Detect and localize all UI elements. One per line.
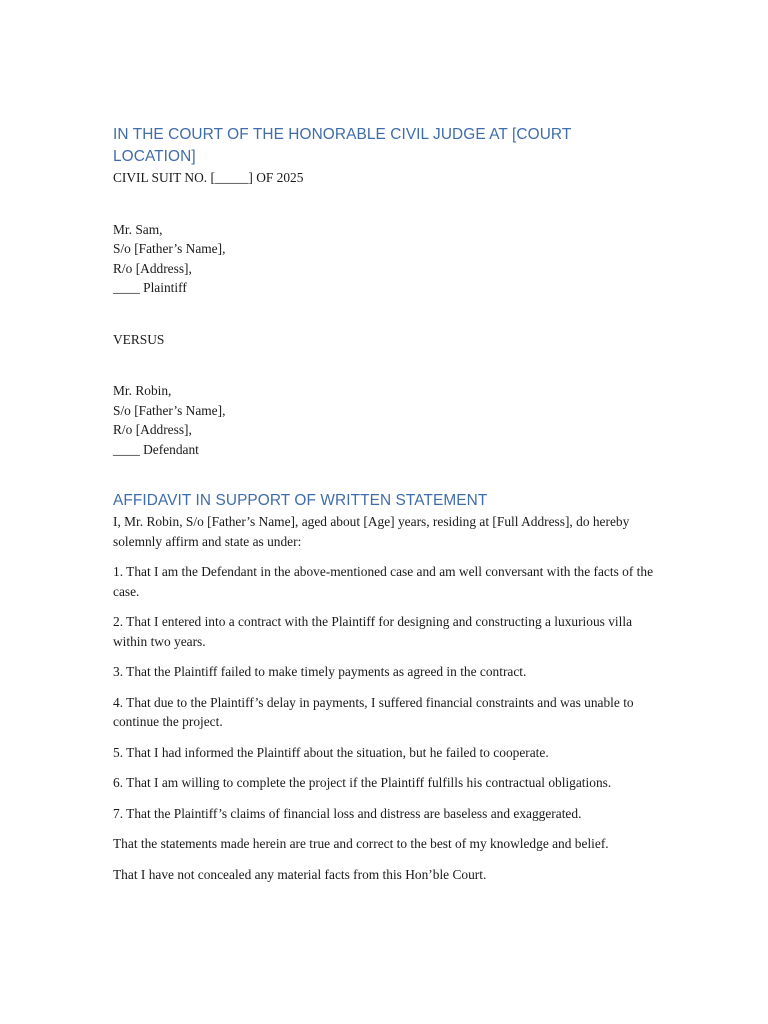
plaintiff-father: S/o [Father’s Name], (113, 241, 226, 256)
defendant-role: ____ Defendant (113, 441, 199, 457)
versus-label: VERSUS (113, 331, 165, 347)
defendant-address: R/o [Address], (113, 422, 192, 437)
paragraph-6: 6. That I am willing to complete the project if the Plaintiff fulfills his contractual obligations. (113, 775, 612, 790)
paragraph-5: 5. That I had informed the Plaintiff about the situation, but he failed to cooperate. (113, 744, 549, 760)
defendant-father: S/o [Father’s Name], (113, 402, 226, 418)
paragraph-1: 1. That I am the Defendant in the above-mentioned case and am well conversant with the facts of the case. (113, 564, 654, 599)
defendant-name: Mr. Robin, (113, 383, 172, 398)
paragraph-2: 2. That I entered into a contract with the Plaintiff for designing and constructing a luxurious villa within two years. (113, 614, 633, 649)
disclosure-statement: That I have not concealed any material facts from this Hon’ble Court. (113, 866, 487, 882)
affidavit-intro: I, Mr. Robin, S/o [Father’s Name], aged about [Age] years, residing at [Full Address], do hereby solemnly affirm and state as under: (113, 514, 630, 549)
paragraph-4: 4. That due to the Plaintiff’s delay in payments, I suffered financial constraints and was unable to continue the project. (113, 694, 634, 729)
suit-number: CIVIL SUIT NO. [_____] OF 2025 (113, 170, 304, 185)
defendant-block (113, 381, 658, 459)
plaintiff-name: Mr. Sam, (113, 221, 163, 237)
plaintiff-role: ____ Plaintiff (113, 280, 187, 295)
paragraph-3: 3. That the Plaintiff failed to make timely payments as agreed in the contract. (113, 664, 527, 679)
paragraph-7: 7. That the Plaintiff’s claims of financial loss and distress are baseless and exaggerated. (113, 805, 582, 821)
court-heading: IN THE COURT OF THE HONORABLE CIVIL JUDGE AT [COURT LOCATION] (113, 126, 572, 165)
verification-statement: That the statements made herein are true and correct to the best of my knowledge and belief. (113, 836, 609, 851)
plaintiff-address: R/o [Address], (113, 260, 192, 276)
plaintiff-block (113, 220, 658, 298)
document-page (113, 124, 658, 884)
affidavit-heading: AFFIDAVIT IN SUPPORT OF WRITTEN STATEMENT (113, 492, 488, 509)
